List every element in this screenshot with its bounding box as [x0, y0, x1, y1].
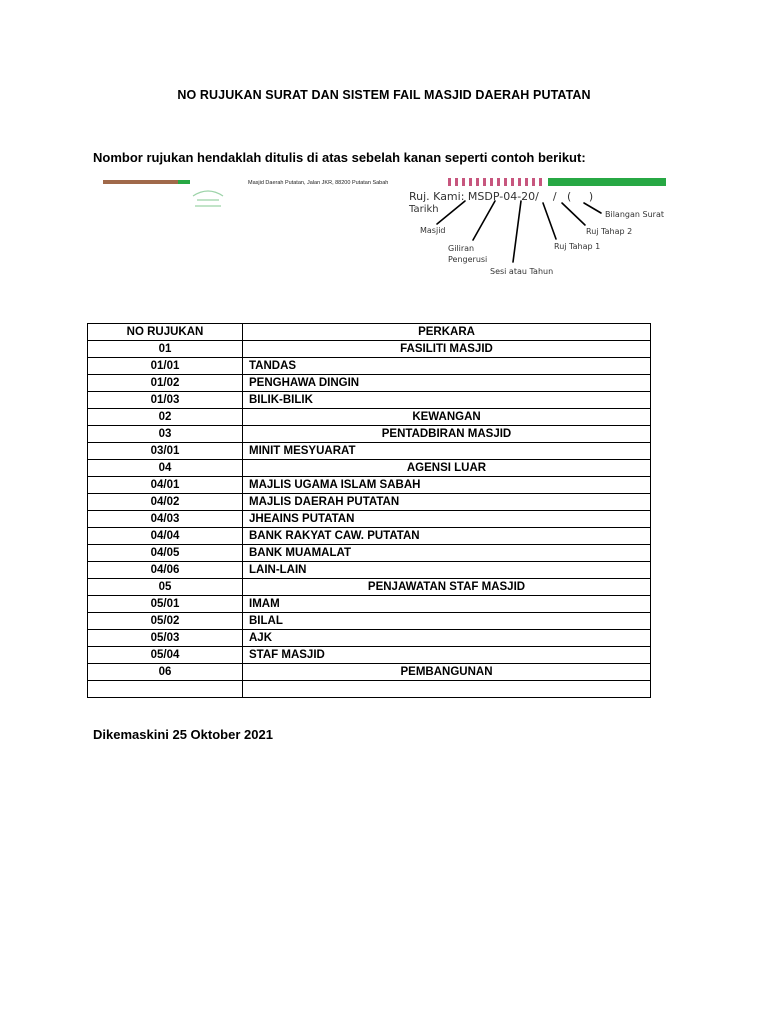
table-row: [88, 392, 651, 409]
label-masjid: Masjid: [420, 226, 446, 235]
updated-date: Dikemaskini 25 Oktober 2021: [93, 727, 273, 742]
cell-no-rujukan: 01/01: [88, 358, 243, 375]
cell-perkara: AGENSI LUAR: [243, 460, 651, 477]
cell-no-rujukan: 06: [88, 664, 243, 681]
cell-perkara: STAF MASJID: [243, 647, 651, 664]
table-row: [88, 630, 651, 647]
cell-perkara: LAIN-LAIN: [243, 562, 651, 579]
table-header-row: [88, 324, 651, 341]
cell-no-rujukan: 04/03: [88, 511, 243, 528]
table-row: [88, 443, 651, 460]
table-row: [88, 596, 651, 613]
table-row: [88, 613, 651, 630]
cell-perkara: AJK: [243, 630, 651, 647]
letterhead-green-bar-right: [548, 178, 666, 186]
cell-perkara: BANK RAKYAT CAW. PUTATAN: [243, 528, 651, 545]
cell-no-rujukan: 05/02: [88, 613, 243, 630]
cell-perkara: BILAL: [243, 613, 651, 630]
label-bilangan: Bilangan Surat: [605, 210, 664, 219]
label-tahap1: Ruj Tahap 1: [554, 242, 601, 251]
label-giliran: Giliran: [448, 244, 475, 253]
mosque-logo-icon: [193, 191, 223, 206]
table-row: [88, 647, 651, 664]
cell-no-rujukan: 01/03: [88, 392, 243, 409]
cell-perkara: FASILITI MASJID: [243, 341, 651, 358]
label-pengerusi: Pengerusi: [448, 255, 488, 264]
cell-perkara: BANK MUAMALAT: [243, 545, 651, 562]
cell-no-rujukan: 04/06: [88, 562, 243, 579]
cell-no-rujukan: 01: [88, 341, 243, 358]
table-row: [88, 562, 651, 579]
cell-no-rujukan: 04/02: [88, 494, 243, 511]
cell-perkara: PENGHAWA DINGIN: [243, 375, 651, 392]
cell-perkara: PENJAWATAN STAF MASJID: [243, 579, 651, 596]
table-section-row: [88, 426, 651, 443]
example-tarikh: Tarikh: [409, 204, 439, 215]
cell-perkara: PEMBANGUNAN: [243, 664, 651, 681]
table-row: [88, 545, 651, 562]
cell-no-rujukan: 05/04: [88, 647, 243, 664]
cell-no-rujukan: 02: [88, 409, 243, 426]
example-ref-line: Ruj. Kami: MSDP-04-20/ / ( ): [409, 190, 594, 203]
letterhead-brown-bar: [103, 180, 188, 184]
table-section-row: [88, 460, 651, 477]
table-row: [88, 511, 651, 528]
label-sesi: Sesi atau Tahun: [490, 267, 554, 276]
table-row: [88, 375, 651, 392]
letterhead-green-bar-left: [178, 180, 190, 184]
cell-no-rujukan: 04/01: [88, 477, 243, 494]
cell-no-rujukan: 04: [88, 460, 243, 477]
cell-no-rujukan: [88, 681, 243, 698]
table-section-row: [88, 579, 651, 596]
cell-perkara: MAJLIS DAERAH PUTATAN: [243, 494, 651, 511]
reference-table: [87, 323, 651, 698]
cell-perkara: MAJLIS UGAMA ISLAM SABAH: [243, 477, 651, 494]
table-section-row: [88, 341, 651, 358]
cell-no-rujukan: 05/01: [88, 596, 243, 613]
cell-no-rujukan: 01/02: [88, 375, 243, 392]
cell-perkara: TANDAS: [243, 358, 651, 375]
cell-no-rujukan: 05: [88, 579, 243, 596]
cell-perkara: PENTADBIRAN MASJID: [243, 426, 651, 443]
table-row: [88, 477, 651, 494]
cell-no-rujukan: 05/03: [88, 630, 243, 647]
cell-no-rujukan: 04/05: [88, 545, 243, 562]
letterhead-address: Masjid Daerah Putatan, Jalan JKR, 88200 Putatan Sabah: [248, 180, 389, 186]
label-tahap2: Ruj Tahap 2: [586, 227, 633, 236]
cell-perkara: BILIK-BILIK: [243, 392, 651, 409]
cell-perkara: MINIT MESYUARAT: [243, 443, 651, 460]
intro-text: Nombor rujukan hendaklah ditulis di atas sebelah kanan seperti contoh berikut:: [93, 150, 586, 165]
reference-example-image: [93, 178, 668, 276]
page-title: NO RUJUKAN SURAT DAN SISTEM FAIL MASJID DAERAH PUTATAN: [177, 88, 591, 102]
header-no-rujukan: NO RUJUKAN: [88, 324, 243, 341]
cell-perkara: IMAM: [243, 596, 651, 613]
table-section-row: [88, 409, 651, 426]
cell-perkara: JHEAINS PUTATAN: [243, 511, 651, 528]
cell-perkara: [243, 681, 651, 698]
table-row: [88, 681, 651, 698]
table-row: [88, 494, 651, 511]
cell-perkara: KEWANGAN: [243, 409, 651, 426]
table-row: [88, 358, 651, 375]
cell-no-rujukan: 03: [88, 426, 243, 443]
cell-no-rujukan: 03/01: [88, 443, 243, 460]
header-perkara: PERKARA: [243, 324, 651, 341]
table-section-row: [88, 664, 651, 681]
table-row: [88, 528, 651, 545]
letterhead-pattern: [448, 178, 542, 186]
cell-no-rujukan: 04/04: [88, 528, 243, 545]
